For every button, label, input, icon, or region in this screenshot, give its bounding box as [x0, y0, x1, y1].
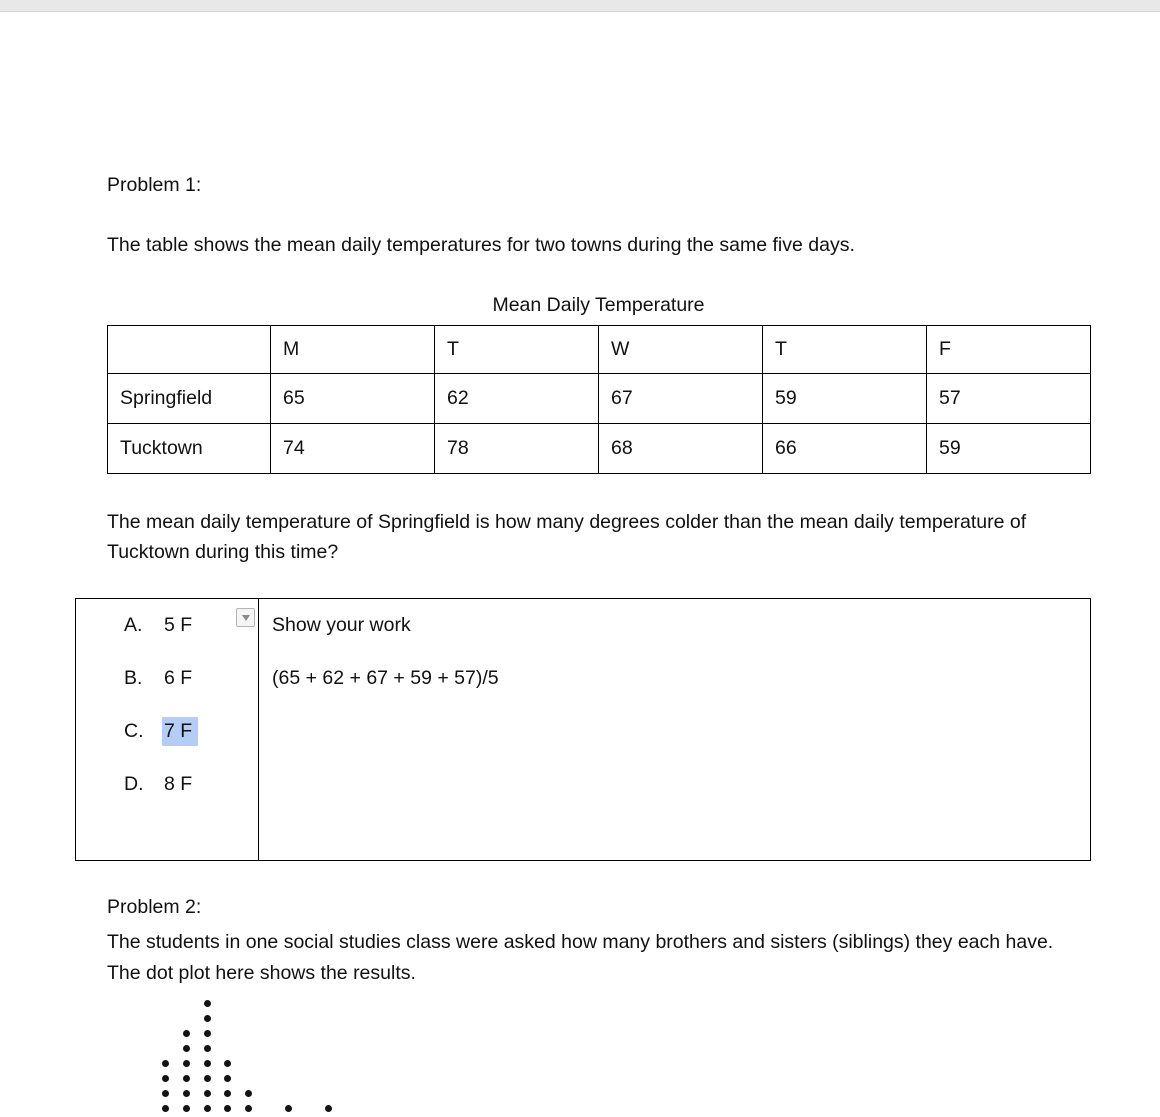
table-cell: 66: [763, 424, 927, 474]
dot: [325, 1105, 332, 1112]
table-cell: 78: [435, 424, 599, 474]
dot: [224, 1090, 231, 1097]
top-bar: [0, 0, 1160, 12]
dot: [224, 1075, 231, 1082]
problem1-intro: The table shows the mean daily temperatures for two towns during the same five days.: [107, 234, 855, 256]
table-cell: 59: [927, 424, 1091, 474]
dot: [183, 1090, 190, 1097]
table-cell: 59: [763, 374, 927, 424]
work-label: Show your work: [272, 614, 411, 636]
option-text-selected: 7 F: [162, 717, 198, 746]
dot: [162, 1105, 169, 1112]
table-title: Mean Daily Temperature: [492, 294, 705, 316]
option-text: 6 F: [164, 667, 193, 689]
problem2-title: Problem 2:: [107, 896, 202, 918]
table-cell: 65: [271, 374, 435, 424]
table-header-cell: [108, 326, 271, 374]
option-row-a: [124, 614, 198, 637]
table-header-cell: F: [927, 326, 1091, 374]
option-letter: C.: [124, 720, 144, 742]
caret-down-icon: [242, 615, 250, 621]
dot: [245, 1105, 252, 1112]
dot: [204, 1060, 211, 1067]
option-letter: A.: [124, 614, 143, 636]
table-cell: 57: [927, 374, 1091, 424]
problem1-title: Problem 1:: [107, 174, 202, 196]
dot: [204, 1090, 211, 1097]
dot: [204, 1030, 211, 1037]
table-cell: 62: [435, 374, 599, 424]
dot: [204, 1045, 211, 1052]
table-row: [108, 424, 1091, 474]
dot: [224, 1105, 231, 1112]
dot: [183, 1045, 190, 1052]
dot: [204, 1105, 211, 1112]
temperature-table: [107, 325, 1091, 474]
table-header-cell: W: [599, 326, 763, 374]
dot: [183, 1060, 190, 1067]
dot: [162, 1075, 169, 1082]
dot: [204, 1015, 211, 1022]
option-text: 5 F: [164, 614, 193, 636]
table-header-cell: M: [271, 326, 435, 374]
option-row-c: [124, 720, 198, 743]
problem1-question: The mean daily temperature of Springfield is how many degrees colder than the mean daily temperature of Tucktown during this time?: [107, 511, 1027, 563]
dot: [224, 1060, 231, 1067]
work-expression: (65 + 62 + 67 + 59 + 57)/5: [272, 667, 499, 689]
dot: [183, 1105, 190, 1112]
table-header-row: [108, 326, 1091, 374]
option-text: 8 F: [164, 773, 193, 795]
dot: [285, 1105, 292, 1112]
problem2-intro: The students in one social studies class were asked how many brothers and sisters (siblings) they each have. The dot plot here shows the results.: [107, 931, 1054, 984]
row-label: Tucktown: [108, 424, 271, 474]
option-letter: D.: [124, 773, 144, 795]
table-cell: 74: [271, 424, 435, 474]
table-cell: 67: [599, 374, 763, 424]
dot: [204, 1000, 211, 1007]
table-header-cell: T: [435, 326, 599, 374]
row-label: Springfield: [108, 374, 271, 424]
option-letter: B.: [124, 667, 143, 689]
dropdown-button[interactable]: [236, 608, 255, 627]
option-row-b: [124, 667, 198, 690]
option-row-d: [124, 773, 198, 796]
work-cell: [259, 599, 1090, 860]
dot: [183, 1075, 190, 1082]
dot: [162, 1090, 169, 1097]
table-cell: 68: [599, 424, 763, 474]
options-cell: [76, 599, 259, 860]
dot: [245, 1090, 252, 1097]
answer-box: [75, 598, 1091, 861]
table-header-cell: T: [763, 326, 927, 374]
dot: [204, 1075, 211, 1082]
table-row: [108, 374, 1091, 424]
dot: [162, 1060, 169, 1067]
dot: [183, 1030, 190, 1037]
